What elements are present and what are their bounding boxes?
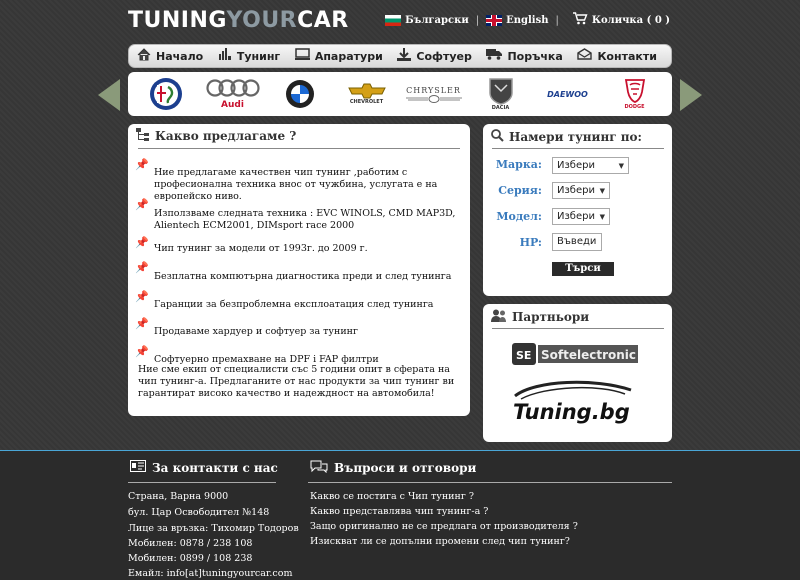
nav-item-tuning[interactable] [218,48,280,64]
chrysler-wings-icon [406,95,462,103]
series-select-value: Избери [557,185,595,196]
nav-item-contacts[interactable] [577,48,657,64]
brand-label: Audi [221,100,244,110]
search-title [491,129,642,145]
contact-person: Лице за връзка: Тихомир Тодоров [128,523,299,534]
hp-label: HP: [519,236,542,249]
brand-daewoo[interactable] [539,74,597,114]
carousel-next-arrow-icon[interactable] [680,79,702,111]
cart-icon[interactable] [572,12,588,29]
svg-text:Tuning.bg: Tuning.bg [513,400,630,424]
offer-item: Използваме следната техника : EVC WINOLS, CMD MAP3D, Alientech ECM2001, DIMsport race 2000 [154,208,456,231]
nav-item-home[interactable] [137,48,203,65]
pin-icon: 📌 [135,198,149,211]
offer-panel [128,124,470,416]
bmw-logo-icon [285,79,315,109]
chart-icon [218,48,232,64]
partners-panel [483,304,672,442]
brand-bmw[interactable] [271,74,329,114]
contact-mobile-2: Мобилен: 0899 / 108 238 [128,553,253,564]
contact-card-icon [130,460,146,475]
lang-bg-link[interactable]: Български [405,15,469,26]
divider [308,482,672,483]
separator: | [555,15,559,26]
make-select[interactable] [552,157,629,174]
logo-text-your: YOUR [226,8,298,33]
chevron-down-icon: ▼ [599,186,605,195]
contacts-title [130,460,278,475]
offer-title [136,128,296,144]
pin-icon: 📌 [135,261,149,274]
offer-item: Гаранции за безпроблемна експлоатация след тунинга [154,299,434,310]
offer-item: Софтуерно премахване на DPF i FAP филтри [154,354,379,365]
faq-link[interactable]: Какво се постига с Чип тунинг ? [310,491,474,502]
contact-address: Страна, Варна 9000 [128,491,229,502]
faq-link[interactable]: Защо оригинално не се предлага от производителя ? [310,521,578,532]
divider [492,328,664,329]
divider [138,148,460,149]
pin-icon: 📌 [135,290,149,303]
offer-item: Безплатна компютърна диагностика преди и след тунинга [154,271,452,282]
model-label: Модел: [496,210,542,223]
pin-icon: 📌 [135,236,149,249]
series-label: Серия: [498,184,542,197]
chat-bubbles-icon [310,460,328,476]
brand-label: DODGE [624,104,645,110]
logo-text-car: CAR [297,8,349,33]
offer-title-text: Какво предлагаме ? [155,129,297,143]
users-icon [491,309,507,325]
brand-dacia[interactable] [472,74,530,114]
contact-street: бул. Цар Освободител №148 [128,507,270,518]
audi-rings-icon [205,78,261,100]
brand-label: CHRYSLER [406,85,461,95]
nav-label: Поръчка [507,49,563,63]
brand-chrysler[interactable] [405,74,463,114]
nav-label: Апаратури [314,49,383,63]
separator: | [475,15,480,26]
uk-flag-icon[interactable] [486,15,502,26]
nav-item-equipment[interactable] [295,48,383,64]
brand-audi[interactable] [204,74,262,114]
bulgarian-flag-icon[interactable] [385,15,401,26]
nav-label: Начало [156,49,204,63]
brand-chevrolet[interactable] [338,74,396,114]
pin-icon: 📌 [135,317,149,330]
logo-text-tuning: TUNING [128,8,227,33]
home-icon [137,48,151,65]
faq-link[interactable]: Какво представлява чип тунинг-а ? [310,506,489,517]
offer-item: Ние предлагаме качествен чип тунинг ,работим с професионална техника внос от чужбина, услугата е на европейско ниво. [154,167,438,202]
dodge-ram-icon [622,78,648,104]
nav-item-order[interactable] [486,48,562,64]
brand-alfa-romeo[interactable] [137,74,195,114]
alfa-romeo-logo-icon [149,77,183,111]
mail-icon [577,48,592,64]
hp-input[interactable]: Въведи [552,233,602,251]
faq-title [310,460,476,476]
contacts-title-text: За контакти с нас [152,460,278,475]
dacia-shield-icon [488,77,514,105]
offer-item: Продаваме хардуер и софтуер за тунинг [154,326,358,337]
nav-label: Софтуер [416,49,472,63]
truck-icon [486,48,502,64]
brand-carousel [128,72,672,116]
tuning-bg-logo-icon [505,378,645,426]
brand-dodge[interactable] [606,74,664,114]
brand-label: DAEWOO [547,89,588,99]
partners-title [491,309,589,325]
chevron-down-icon: ▼ [618,161,624,170]
partner-tuning-bg[interactable] [505,378,645,426]
download-icon [397,48,411,65]
model-select-value: Избери [557,211,595,222]
search-icon [491,129,504,145]
search-title-text: Намери тунинг по: [509,130,642,144]
contact-mobile-1: Мобилен: 0878 / 238 108 [128,538,253,549]
make-label: Марка: [495,158,542,171]
brand-label: CHEVROLET [349,99,384,105]
nav-item-software[interactable] [397,48,471,65]
monitor-icon [295,48,310,64]
footer [0,450,800,580]
make-select-value: Избери [557,160,595,171]
pin-icon: 📌 [135,345,149,358]
top-bar [385,12,670,29]
nav-label: Контакти [597,49,657,63]
chevron-down-icon: ▼ [599,212,605,221]
model-select[interactable] [552,208,610,225]
site-logo[interactable] [128,8,349,34]
chevrolet-bowtie-icon [348,83,386,99]
main-nav [128,44,672,68]
divider [492,148,664,149]
softelectronic-logo-icon [511,341,639,367]
faq-link[interactable]: Изискват ли се допълни промени след чип тунинг? [310,536,570,547]
partners-title-text: Партньори [512,310,590,324]
svg-text:SE: SE [516,349,532,362]
lang-en-link[interactable]: English [506,15,549,26]
partner-softelectronic[interactable] [511,341,639,367]
carousel-prev-arrow-icon[interactable] [98,79,120,111]
faq-title-text: Въпроси и отговори [334,461,477,475]
nav-label: Тунинг [236,49,281,63]
offer-paragraph: Ние сме екип от специалисти със 5 години опит в сферата на чип тунинг-а. Предлаганите от нас продукти за чип тунинг ви гарантират високо качество и надеждност на автомобила! [138,364,455,399]
contact-email[interactable]: Емайл: info[at]tuningyourcar.com [128,568,293,579]
divider [128,482,276,483]
sitemap-icon [136,128,150,144]
svg-text:Softelectronic: Softelectronic [541,348,637,362]
cart-link[interactable]: Количка ( 0 ) [591,15,670,26]
series-select[interactable] [552,182,610,199]
brand-label: DACIA [491,105,510,111]
search-button[interactable]: Търси [552,262,614,276]
offer-item: Чип тунинг за модели от 1993г. до 2009 г. [154,243,368,254]
pin-icon: 📌 [135,158,149,171]
